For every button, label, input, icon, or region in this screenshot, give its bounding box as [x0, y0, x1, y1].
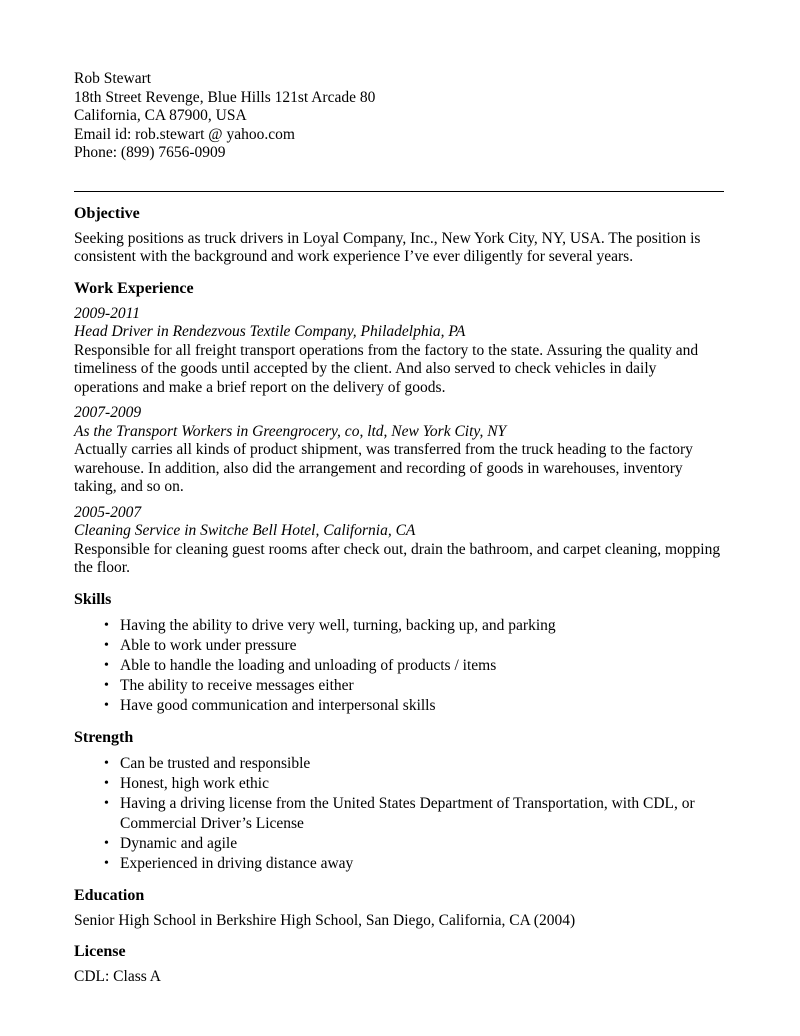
- job-description: Actually carries all kinds of product shipment, was transferred from the truck heading to the factory warehouse. In addition, also did the arrangement and recording of goods in warehouses, inventory taking, and so on.: [74, 441, 693, 495]
- job-description: Responsible for all freight transport operations from the factory to the state. Assuring the quality and timeliness of the goods until accepted by the client. And also served to check vehicles in daily operations and make a brief report on the delivery of goods.: [74, 341, 699, 396]
- list-item: • Have good communication and interpersonal skills: [74, 696, 724, 716]
- header-divider: [74, 191, 724, 192]
- job-title: Head Driver in Rendezvous Textile Company, Philadelphia, PA: [74, 323, 466, 340]
- objective-heading: Objective: [74, 204, 140, 222]
- address-line-1: 18th Street Revenge, Blue Hills 121st Arcade 80: [74, 88, 376, 106]
- work-experience-heading: Work Experience: [74, 279, 194, 297]
- section-skills: [74, 590, 724, 716]
- list-item: • Honest, high work ethic: [74, 774, 724, 794]
- list-item: • Can be trusted and responsible: [74, 754, 724, 774]
- email-line: Email id: rob.stewart @ yahoo.com: [74, 125, 295, 143]
- skills-list: [74, 616, 724, 716]
- objective-text: Seeking positions as truck drivers in Loyal Company, Inc., New York City, NY, USA. The position is consistent with the background and work experience I’ve ever diligently for several years.: [74, 229, 701, 265]
- job-description: Responsible for cleaning guest rooms after check out, drain the bathroom, and carpet cleaning, mopping the floor.: [74, 540, 721, 576]
- job-title: Cleaning Service in Switche Bell Hotel, California, CA: [74, 522, 416, 539]
- job-dates: 2007-2009: [74, 404, 142, 421]
- list-item: • Able to handle the loading and unloading of products / items: [74, 656, 724, 676]
- person-name: Rob Stewart: [74, 70, 152, 87]
- section-objective: [74, 204, 724, 267]
- strength-list: [74, 754, 724, 874]
- address-line-2: California, CA 87900, USA: [74, 107, 247, 124]
- list-item: • Dynamic and agile: [74, 834, 724, 854]
- section-license: [74, 942, 724, 987]
- license-text: CDL: Class A: [74, 968, 161, 985]
- strength-heading: Strength: [74, 728, 134, 746]
- section-education: [74, 886, 724, 931]
- list-item: • Able to work under pressure: [74, 636, 724, 656]
- education-text: Senior High School in Berkshire High School, San Diego, California, CA (2004): [74, 911, 576, 929]
- section-strength: [74, 728, 724, 874]
- job-dates: 2005-2007: [74, 503, 142, 521]
- list-item: • Experienced in driving distance away: [74, 854, 724, 874]
- job-entry: [74, 504, 724, 578]
- job-entry: [74, 404, 724, 497]
- education-heading: Education: [74, 886, 145, 904]
- phone-line: Phone: (899) 7656-0909: [74, 144, 226, 161]
- skills-heading: Skills: [74, 590, 112, 608]
- contact-header: [74, 70, 724, 163]
- job-entry: [74, 305, 724, 398]
- license-heading: License: [74, 943, 126, 960]
- job-dates: 2009-2011: [74, 304, 141, 322]
- list-item: • Having the ability to drive very well, turning, backing up, and parking: [74, 616, 724, 636]
- list-item: • Having a driving license from the United States Department of Transportation, with CDL, or Commercial Driver’s License: [74, 794, 724, 834]
- list-item: • The ability to receive messages either: [74, 676, 724, 696]
- job-title: As the Transport Workers in Greengrocery, co, ltd, New York City, NY: [74, 422, 507, 440]
- section-work-experience: [74, 279, 724, 578]
